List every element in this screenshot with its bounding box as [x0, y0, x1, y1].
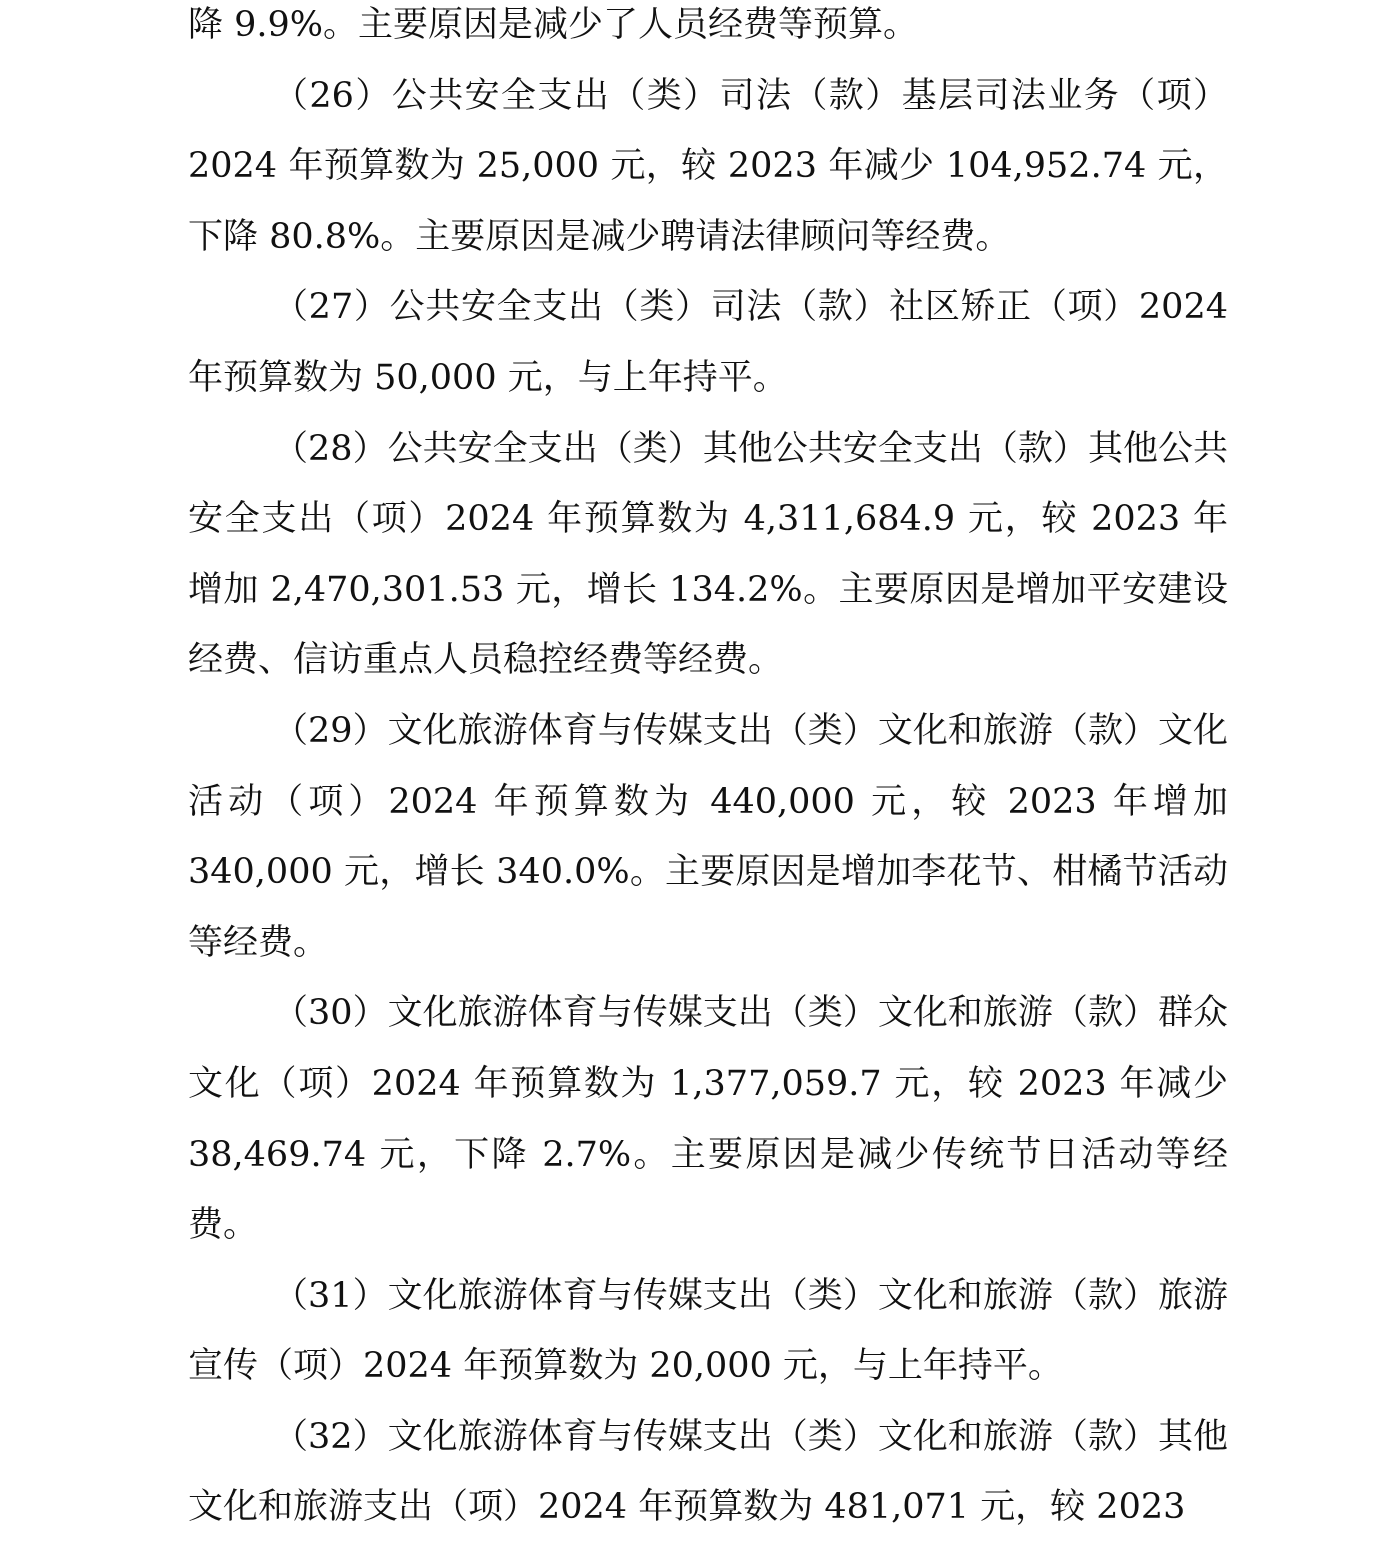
paragraph-30: （30）文化旅游体育与传媒支出（类）文化和旅游（款）群众文化（项）2024 年预算数为 1,377,059.7 元，较 2023 年减少 38,469.74 元，下降 2.7%。主要原因是减少传统节日活动等经费。 — [188, 993, 1228, 1246]
paragraph-25-tail: 降 9.9%。主要原因是减少了人员经费等预算。 — [188, 5, 919, 45]
paragraph-31: （31）文化旅游体育与传媒支出（类）文化和旅游（款）旅游宣传（项）2024 年预算数为 20,000 元，与上年持平。 — [188, 1275, 1228, 1387]
paragraph-29: （29）文化旅游体育与传媒支出（类）文化和旅游（款）文化活动（项）2024 年预算数为 440,000 元，较 2023 年增加 340,000 元，增长 340.0%。主要原因是增加李花节、柑橘节活动等经费。 — [188, 710, 1228, 963]
paragraph-32: （32）文化旅游体育与传媒支出（类）文化和旅游（款）其他文化和旅游支出（项）2024 年预算数为 481,071 元，较 2023 — [188, 1416, 1228, 1528]
document-page — [188, 0, 1228, 1543]
paragraph-26: （26）公共安全支出（类）司法（款）基层司法业务（项）2024 年预算数为 25,000 元，较 2023 年减少 104,952.74 元，下降 80.8%。主要原因是减少聘请法律顾问等经费。 — [188, 75, 1228, 257]
paragraph-28: （28）公共安全支出（类）其他公共安全支出（款）其他公共安全支出（项）2024 年预算数为 4,311,684.9 元，较 2023 年增加 2,470,301.53 元，增长 134.2%。主要原因是增加平安建设经费、信访重点人员稳控经费等经费。 — [188, 428, 1228, 681]
paragraph-27: （27）公共安全支出（类）司法（款）社区矫正（项）2024 年预算数为 50,000 元，与上年持平。 — [188, 287, 1228, 398]
